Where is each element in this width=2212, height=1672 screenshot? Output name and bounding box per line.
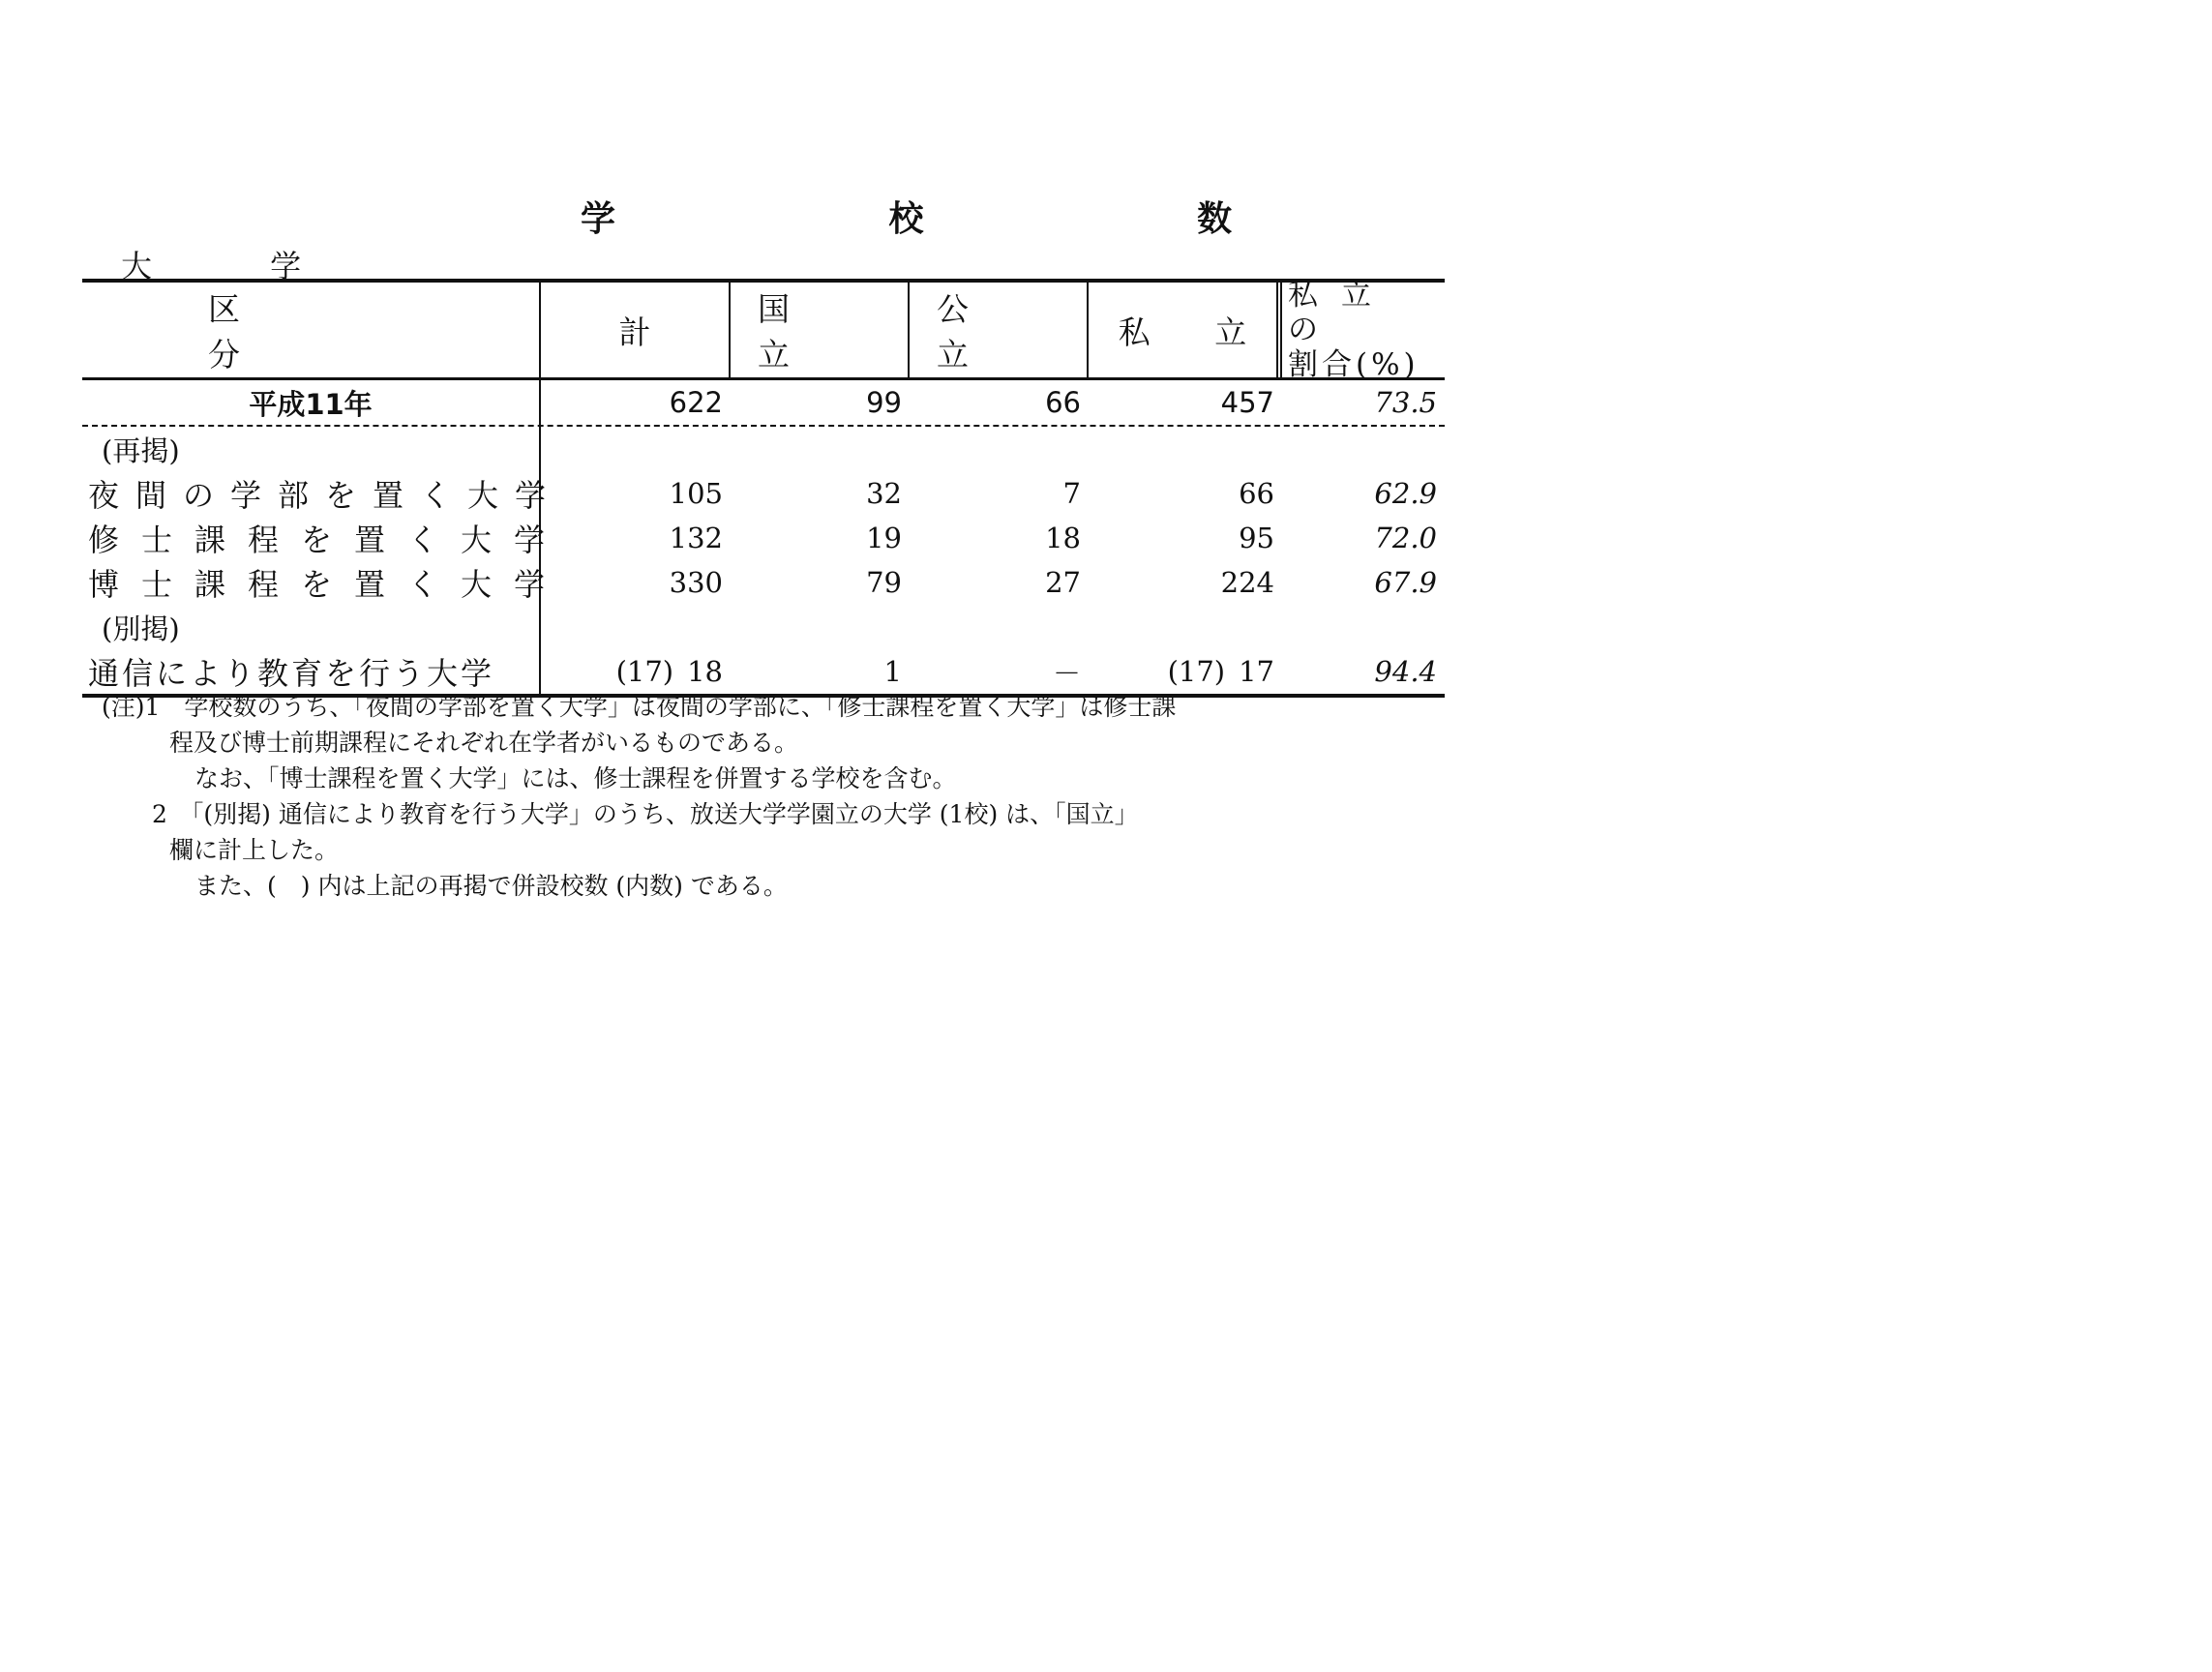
row-label-text: 博士課程を置く大学: [88, 566, 568, 603]
cell-total-inner-count: (17): [615, 655, 674, 688]
cell-public: 7: [1062, 477, 1081, 510]
footnote-line: なお、「博士課程を置く大学」には、修士課程を併置する学校を含む。: [194, 764, 957, 792]
table-row: [82, 560, 1445, 605]
header-ratio-line1: 私立の: [1288, 278, 1394, 347]
section-subtitle: 大 学: [121, 248, 356, 284]
header-ratio-line2: 割合(%): [1288, 347, 1420, 382]
cell-total: 330: [669, 566, 723, 599]
cell-public: 27: [1045, 566, 1081, 599]
section-label: [82, 605, 541, 649]
table-header-row: [82, 278, 1445, 382]
cell-total: 132: [669, 522, 723, 554]
cell-ratio: 73.5: [1374, 386, 1437, 419]
footnotes: [102, 689, 1176, 904]
cell-private: 457: [1220, 386, 1274, 419]
row-label: [82, 516, 568, 560]
cell-ratio: 62.9: [1374, 477, 1437, 510]
cell-total: [541, 649, 731, 694]
cell-total: 622: [669, 386, 723, 419]
section-label: [82, 427, 541, 471]
cell-private: [1089, 649, 1282, 694]
header-public: 公 立: [910, 283, 1089, 377]
footnote-line: (注)1 学校数のうち、「夜間の学部を置く大学」は夜間の学部に、「修士課程を置く大学」は修士課: [102, 693, 1177, 721]
row-label-text: 通信により教育を行う大学: [88, 655, 495, 692]
row-label-text: 修士課程を置く大学: [88, 522, 568, 558]
footnote-line: 2 「(別掲) 通信により教育を行う大学」のうち、放送大学学園立の大学 (1校) は、「国立」: [152, 800, 1139, 828]
cell-ratio: 94.4: [1374, 655, 1437, 688]
cell-ratio: 67.9: [1374, 566, 1437, 599]
cell-ratio: 72.0: [1374, 522, 1437, 554]
school-count-table: [82, 279, 1445, 698]
section-label-text: (再掲): [102, 433, 180, 467]
cell-national: 99: [866, 386, 902, 419]
table-row: [82, 649, 1445, 694]
footnote-line: 欄に計上した。: [169, 836, 340, 864]
cell-total-value: 18: [687, 655, 723, 688]
cell-national: 79: [866, 566, 902, 599]
footnote-line: また、( ) 内は上記の再掲で併設校数 (内数) である。: [194, 872, 788, 900]
header-category: 区 分: [82, 283, 541, 377]
cell-public: 18: [1045, 522, 1081, 554]
row-label: [82, 560, 568, 605]
header-national: 国 立: [731, 283, 910, 377]
header-private-ratio: [1282, 278, 1445, 382]
header-total: 計: [541, 283, 731, 377]
cell-private-value: 17: [1239, 655, 1274, 688]
cell-total: 105: [669, 477, 723, 510]
row-label: 平成11年: [82, 380, 541, 425]
cell-national: 19: [866, 522, 902, 554]
row-label: [82, 471, 563, 516]
footnote-line: 程及び博士前期課程にそれぞれ在学者がいるものである。: [169, 729, 799, 757]
section-row-reposted: [82, 427, 1445, 471]
cell-private-inner-count: (17): [1167, 655, 1226, 688]
header-private: 私 立: [1089, 283, 1282, 377]
cell-public: －: [1052, 656, 1081, 690]
row-label-text: 夜間の学部を置く大学: [88, 477, 563, 514]
cell-private: 224: [1220, 566, 1274, 599]
section-label-text: (別掲): [102, 612, 180, 645]
table-row: [82, 516, 1445, 560]
table-row-total: [82, 380, 1445, 427]
cell-national: 32: [866, 477, 902, 510]
section-row-separate: [82, 605, 1445, 649]
page-title: 学 校 数: [581, 199, 1363, 239]
table-row: [82, 471, 1445, 516]
cell-private: 66: [1239, 477, 1274, 510]
cell-public: 66: [1045, 386, 1081, 419]
cell-national: 1: [883, 655, 902, 688]
cell-private: 95: [1239, 522, 1274, 554]
row-label: [82, 649, 541, 694]
